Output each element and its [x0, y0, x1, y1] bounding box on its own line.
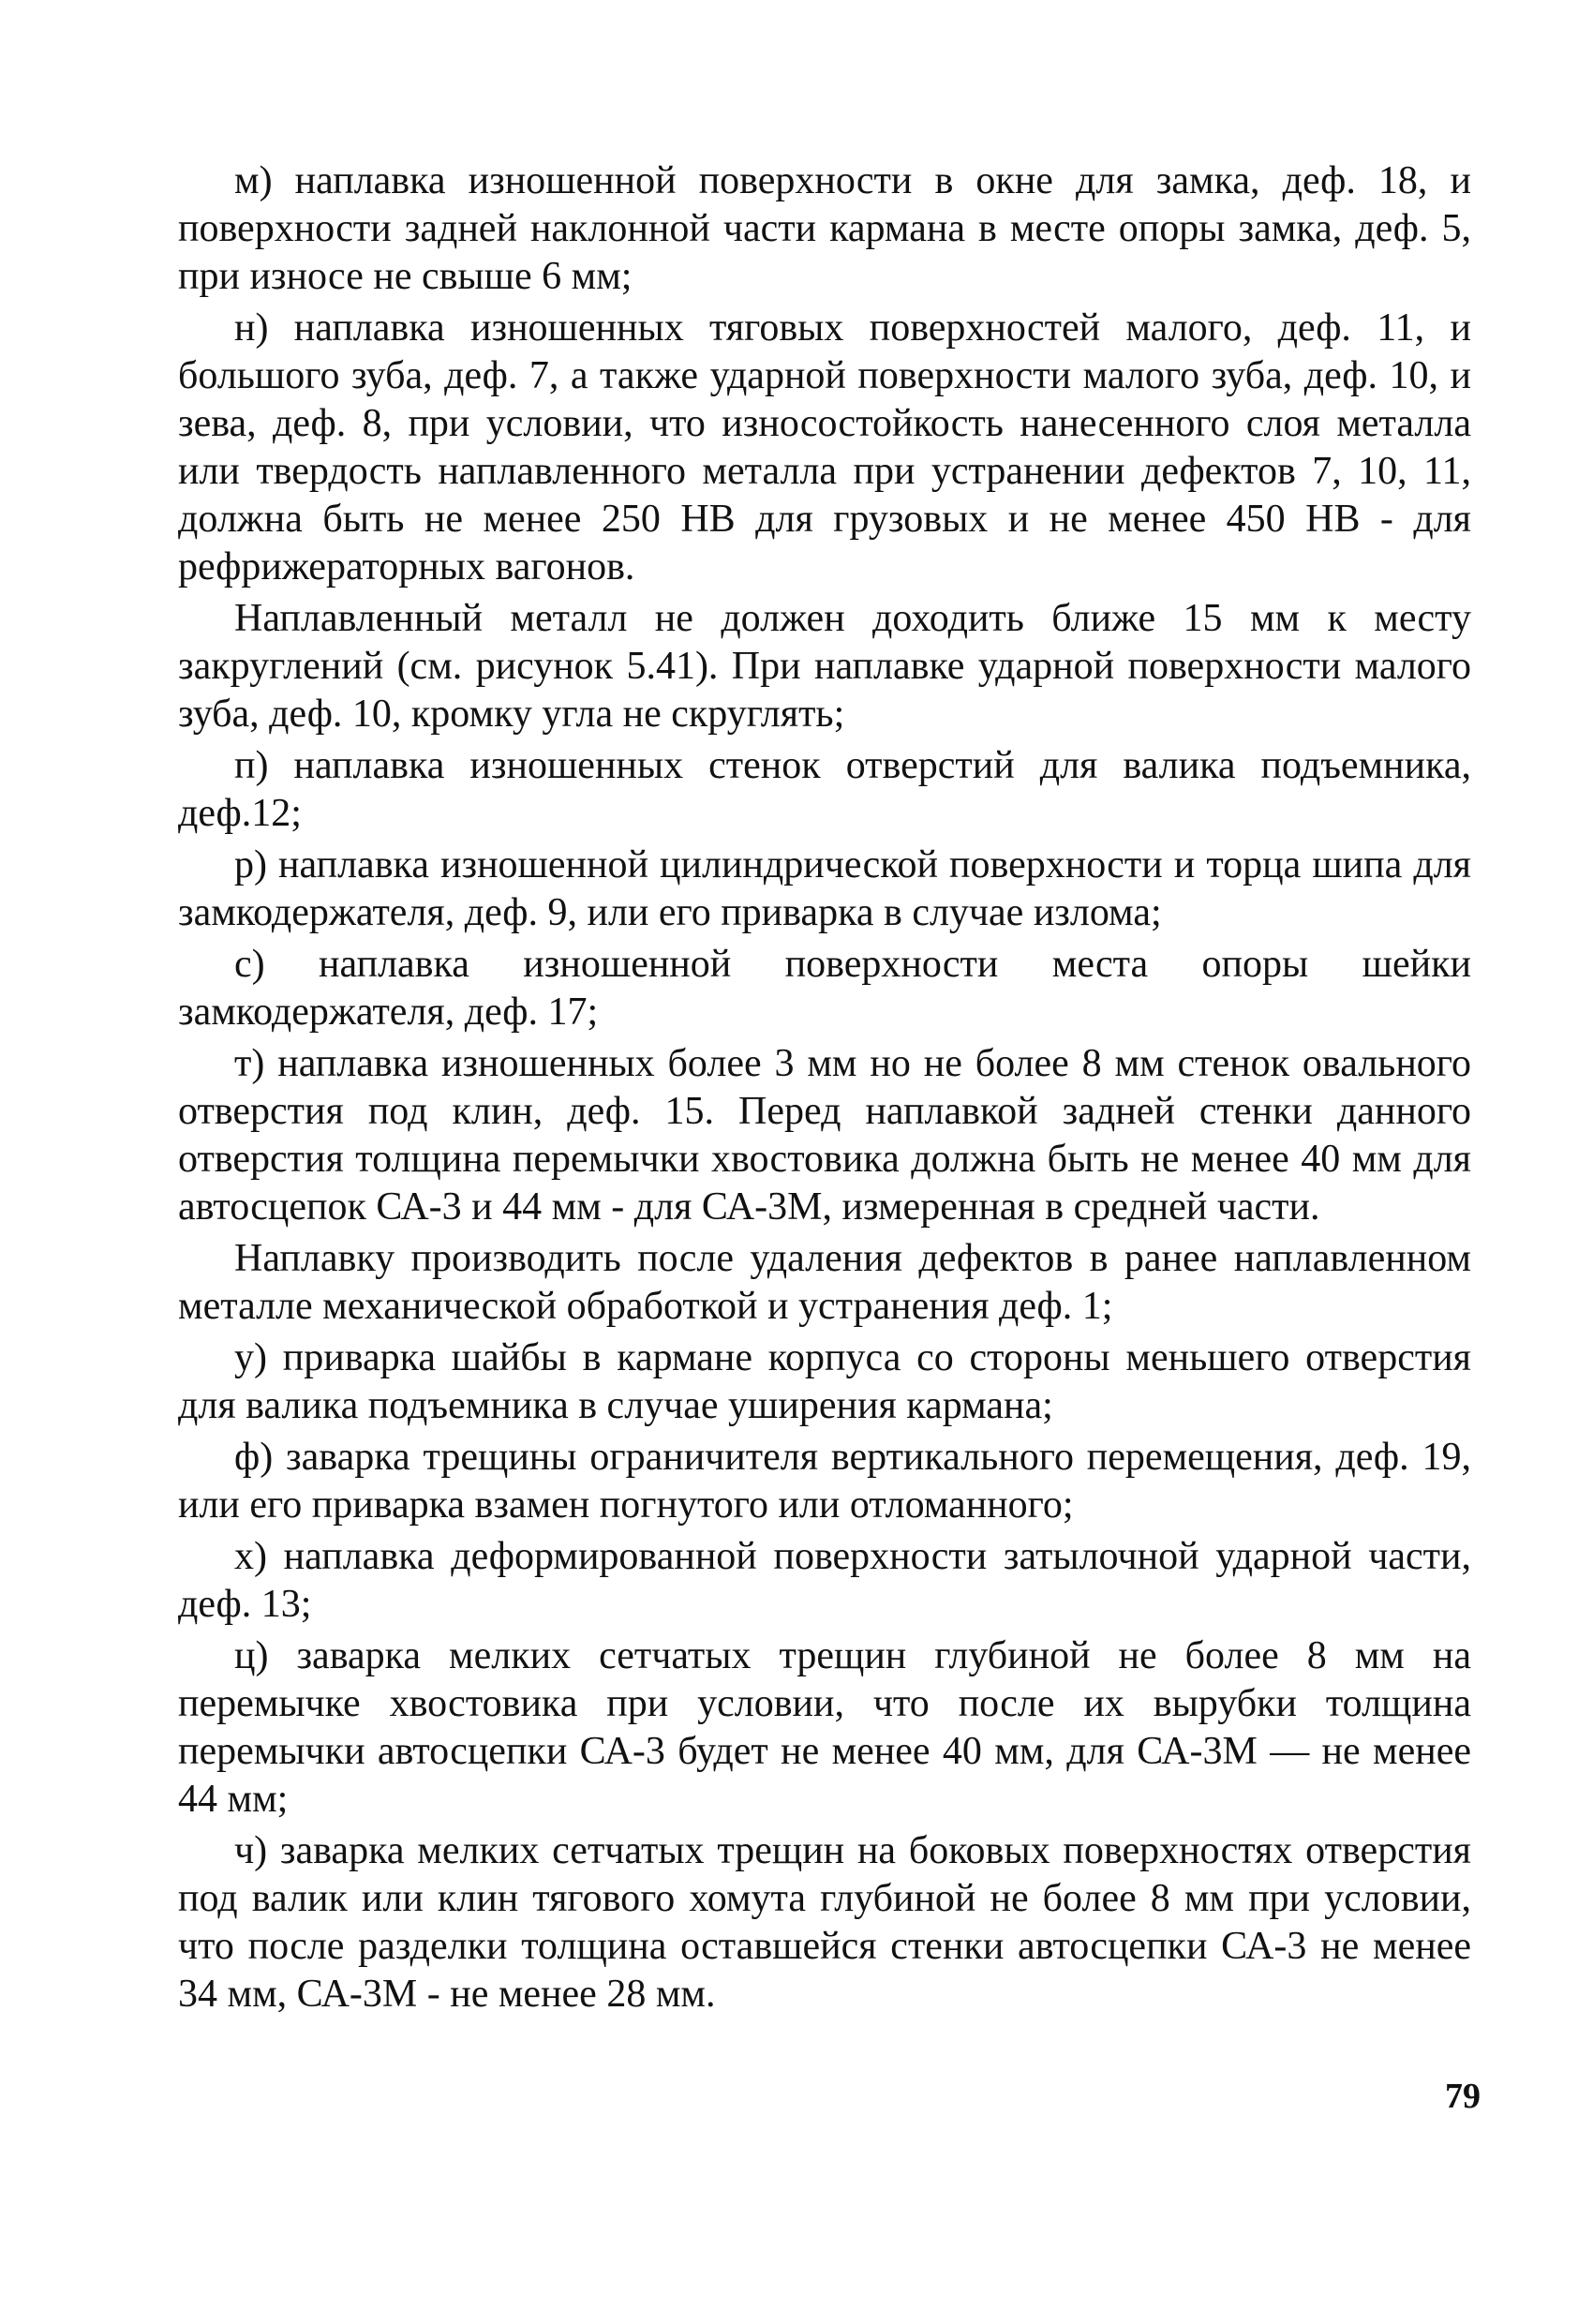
- paragraph-f: ф) заварка трещины ограничителя вертикального перемещения, деф. 19, или его приварка взамен погнутого или отломанного;: [178, 1436, 1471, 1527]
- paragraph-m: м) наплавка изношенной поверхности в окне для замка, деф. 18, и поверхности задней наклонной части кармана в месте опоры замка, деф. 5, при износе не свыше 6 мм;: [178, 159, 1471, 298]
- document-page: [178, 157, 1471, 2022]
- paragraph-t: т) наплавка изношенных более 3 мм но не более 8 мм стенок овального отверстия под клин, деф. 15. Перед наплавкой задней стенки данного отверстия толщина перемычки хвостовика должна быть не менее 40 мм для автосцепок СА-3 и 44 мм - для СА-3М, измеренная в средней части.: [178, 1042, 1471, 1229]
- paragraph-u: у) приварка шайбы в кармане корпуса со стороны меньшего отверстия для валика подъемника в случае уширения кармана;: [178, 1336, 1471, 1427]
- paragraph-p: п) наплавка изношенных стенок отверстий для валика подъемника, деф.12;: [178, 744, 1471, 835]
- paragraph-s: с) наплавка изношенной поверхности места опоры шейки замкодержателя, деф. 17;: [178, 943, 1471, 1034]
- paragraph-r: р) наплавка изношенной цилиндрической поверхности и торца шипа для замкодержателя, деф. 9, или его приварка в случае излома;: [178, 843, 1471, 934]
- paragraph-ch: ч) заварка мелких сетчатых трещин на боковых поверхностях отверстия под валик или клин тягового хомута глубиной не более 8 мм при условии, что после разделки толщина оставшейся стенки автосцепки СА-3 не менее 34 мм, СА-3М - не менее 28 мм.: [178, 1829, 1471, 2016]
- paragraph-kh: х) наплавка деформированной поверхности затылочной ударной части, деф. 13;: [178, 1535, 1471, 1626]
- paragraph-ts: ц) заварка мелких сетчатых трещин глубиной не более 8 мм на перемычке хвостовика при условии, что после их вырубки толщина перемычки автосцепки СА-3 будет не менее 40 мм, для СА-3М — не менее 44 мм;: [178, 1634, 1471, 1821]
- paragraph-deposited-metal: Наплавленный металл не должен доходить ближе 15 мм к месту закруглений (см. рисунок 5.41). При наплавке ударной поверхности малого зуба, деф. 10, кромку угла не скруглять;: [178, 597, 1471, 736]
- paragraph-surfacing-procedure: Наплавку производить после удаления дефектов в ранее наплавленном металле механической обработкой и устранения деф. 1;: [178, 1237, 1471, 1328]
- paragraph-n: н) наплавка изношенных тяговых поверхностей малого, деф. 11, и большого зуба, деф. 7, а также ударной поверхности малого зуба, деф. 10, и зева, деф. 8, при условии, что износостойкость нанесенного слоя металла или твердость наплавленного металла при устранении дефектов 7, 10, 11, должна быть не менее 250 НВ для грузовых и не менее 450 НВ - для рефрижераторных вагонов.: [178, 306, 1471, 588]
- page-number: 79: [1445, 2077, 1481, 2116]
